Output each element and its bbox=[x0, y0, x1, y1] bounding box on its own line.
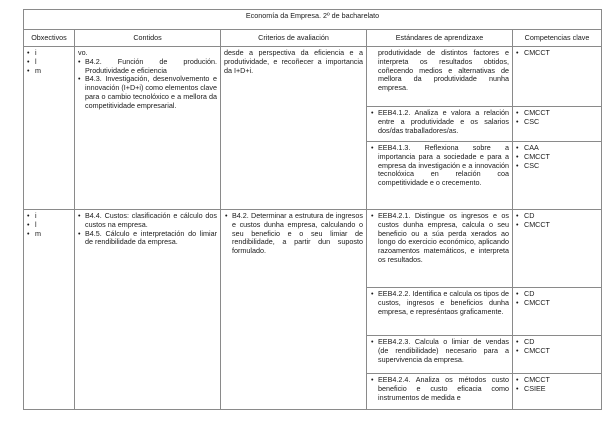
competence-item: • CD bbox=[516, 338, 598, 347]
competence-item: • CAA bbox=[516, 144, 598, 153]
competence-item: • CSIEE bbox=[516, 385, 598, 394]
competence-item: • CMCCT bbox=[516, 299, 598, 308]
competence-cell bbox=[513, 288, 602, 336]
competence-item: • CMCCT bbox=[516, 153, 598, 162]
content-item: • B4.3. Investigación, desenvolvemento e innovación (I+D+i) como elementos clave para o cambio tecnolóxico e a mellora da competitividade empresarial. bbox=[78, 75, 217, 110]
header-criteria: Criterios de avaliación bbox=[221, 30, 367, 47]
standard-cell bbox=[367, 288, 513, 336]
competence-cell bbox=[513, 336, 602, 374]
content-continuation: vo. bbox=[78, 48, 88, 57]
competence-item: • CD bbox=[516, 212, 598, 221]
table-title: Economía da Empresa. 2º de bacharelato bbox=[24, 10, 602, 30]
competence-item: • CMCCT bbox=[516, 221, 598, 230]
objective-item: • l bbox=[27, 221, 71, 230]
block2-criteria bbox=[221, 210, 367, 410]
block1-objectives bbox=[24, 47, 75, 210]
standard-text: • EEB4.2.2. Identifica e calcula os tipos de custos, ingresos e beneficios dunha empresa, e represéntaos graficamente. bbox=[370, 290, 509, 316]
block1-contents bbox=[75, 47, 221, 210]
standard-text: • EEB4.2.1. Distingue os ingresos e os custos dunha empresa, calcula o seu beneficio ou a súa perda xerados ao longo do exercicio económico, aplicando razoamentos matemáticos, e interpreta os resultados. bbox=[370, 212, 509, 265]
competence-item: • CSC bbox=[516, 162, 598, 171]
competence-item: • CSC bbox=[516, 118, 598, 127]
competence-item: • CMCCT bbox=[516, 347, 598, 356]
standard-text: • EEB4.1.2. Analiza e valora a relación entre a produtividade e os salarios dos/das traballadores/as. bbox=[370, 109, 509, 135]
objective-item: • i bbox=[27, 212, 71, 221]
objective-item: • m bbox=[27, 67, 71, 76]
objective-item: • i bbox=[27, 49, 71, 58]
criteria-text: desde a perspectiva da eficiencia e a produtividade, e recoñecer a importancia da I+D+i. bbox=[224, 48, 363, 75]
content-item: • B4.2. Función de produción. Produtividade e eficiencia bbox=[78, 58, 217, 76]
standard-cell bbox=[367, 210, 513, 288]
competence-item: • CMCCT bbox=[516, 376, 598, 385]
block1-criteria bbox=[221, 47, 367, 210]
standard-cell bbox=[367, 336, 513, 374]
standard-cell bbox=[367, 374, 513, 410]
competence-cell bbox=[513, 107, 602, 142]
standard-text: • EEB4.2.3. Calcula o limiar de vendas (de rendibilidade) necesario para a supervivencia da empresa. bbox=[370, 338, 509, 364]
content-item: • B4.4. Custos: clasificación e cálculo dos custos na empresa. bbox=[78, 212, 217, 230]
competence-item: • CMCCT bbox=[516, 49, 598, 58]
standard-cell bbox=[367, 47, 513, 107]
competence-cell bbox=[513, 47, 602, 107]
content-item: • B4.5. Cálculo e interpretación do limiar de rendibilidade da empresa. bbox=[78, 230, 217, 248]
block2-objectives bbox=[24, 210, 75, 410]
standard-cell bbox=[367, 107, 513, 142]
competence-item: • CMCCT bbox=[516, 109, 598, 118]
competence-cell bbox=[513, 210, 602, 288]
objective-item: • m bbox=[27, 230, 71, 239]
standard-text: • EEB4.1.3. Reflexiona sobre a importancia para a sociedade e para a empresa da investigación e a innovación tecnolóxica en relación coa competitividade e o crecemento. bbox=[370, 144, 509, 188]
header-contents: Contidos bbox=[75, 30, 221, 47]
header-competences: Competencias clave bbox=[513, 30, 602, 47]
standard-cell bbox=[367, 142, 513, 210]
standard-text: produtividade de distintos factores e interpreta os resultados obtidos, coñecendo medios e alternativas de mellora da produtividade nunha empresa. bbox=[378, 48, 509, 93]
objective-item: • l bbox=[27, 58, 71, 67]
block2-contents bbox=[75, 210, 221, 410]
competence-cell bbox=[513, 142, 602, 210]
competence-item: • CD bbox=[516, 290, 598, 299]
criteria-text: • B4.2. Determinar a estrutura de ingresos e custos dunha empresa, calculando o seu beneficio e o seu limiar de rendibilidade, a partir dun suposto formulado. bbox=[224, 212, 363, 256]
header-objectives: Obxectivos bbox=[24, 30, 75, 47]
header-standards: Estándares de aprendizaxe bbox=[367, 30, 513, 47]
standard-text: • EEB4.2.4. Analiza os métodos custo beneficio e custo eficacia como instrumentos de medida e bbox=[370, 376, 509, 402]
curriculum-table bbox=[23, 9, 602, 410]
competence-cell bbox=[513, 374, 602, 410]
